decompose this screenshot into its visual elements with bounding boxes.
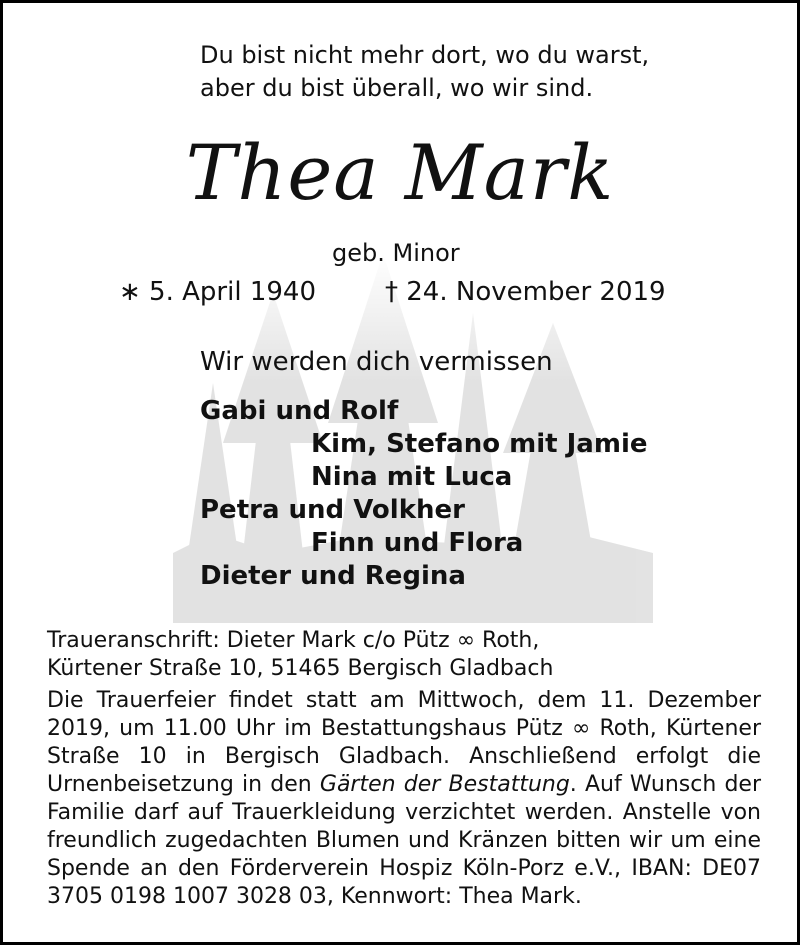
family-member: Dieter und Regina xyxy=(200,561,466,591)
birth-date: ∗ 5. April 1940 xyxy=(119,277,316,307)
paragraph-text-end: . Auf Wunsch der Familie darf auf Trauerkleidung verzichtet werden. Anstelle von freundlich zugedachten Blumen und Kränzen bitten wir um eine Spende an den Förderverein Hospiz Köln-Porz e.V., IBAN: DE07 3705 0198 1007 3028 03, Kennwort: Thea Mark. xyxy=(47,772,761,909)
paragraph-emphasis: Gärten der Bestattung xyxy=(319,772,570,797)
family-member: Petra und Volkher xyxy=(200,495,465,525)
paragraph-text: Die Trauerfeier findet statt am Mittwoch, dem 11. Dezember 2019, um 11.00 Uhr im Bestattungshaus Pütz ∞ Roth, Kürtener Straße 10 in Bergisch Gladbach. Anschließend erfolgt die Urnenbeisetzung in den xyxy=(47,688,761,797)
family-member: Kim, Stefano mit Jamie xyxy=(311,429,648,459)
death-date: † 24. November 2019 xyxy=(385,277,666,307)
address-line-1: Traueranschrift: Dieter Mark c/o Pütz ∞ Roth, xyxy=(47,628,540,653)
mourning-address xyxy=(47,627,553,683)
family-member: Nina mit Luca xyxy=(311,462,513,492)
family-list xyxy=(200,395,648,593)
quote-line-2: aber du bist überall, wo wir sind. xyxy=(200,74,594,102)
farewell-line: Wir werden dich vermissen xyxy=(200,347,553,377)
family-member: Gabi und Rolf xyxy=(200,396,399,426)
memorial-quote xyxy=(200,39,649,105)
deceased-name: Thea Mark xyxy=(185,128,615,217)
maiden-name: geb. Minor xyxy=(332,239,460,267)
quote-line-1: Du bist nicht mehr dort, wo du warst, xyxy=(200,41,650,69)
address-line-2: Kürtener Straße 10, 51465 Bergisch Gladbach xyxy=(47,656,554,681)
funeral-details-paragraph xyxy=(47,687,761,911)
family-member: Finn und Flora xyxy=(311,528,524,558)
